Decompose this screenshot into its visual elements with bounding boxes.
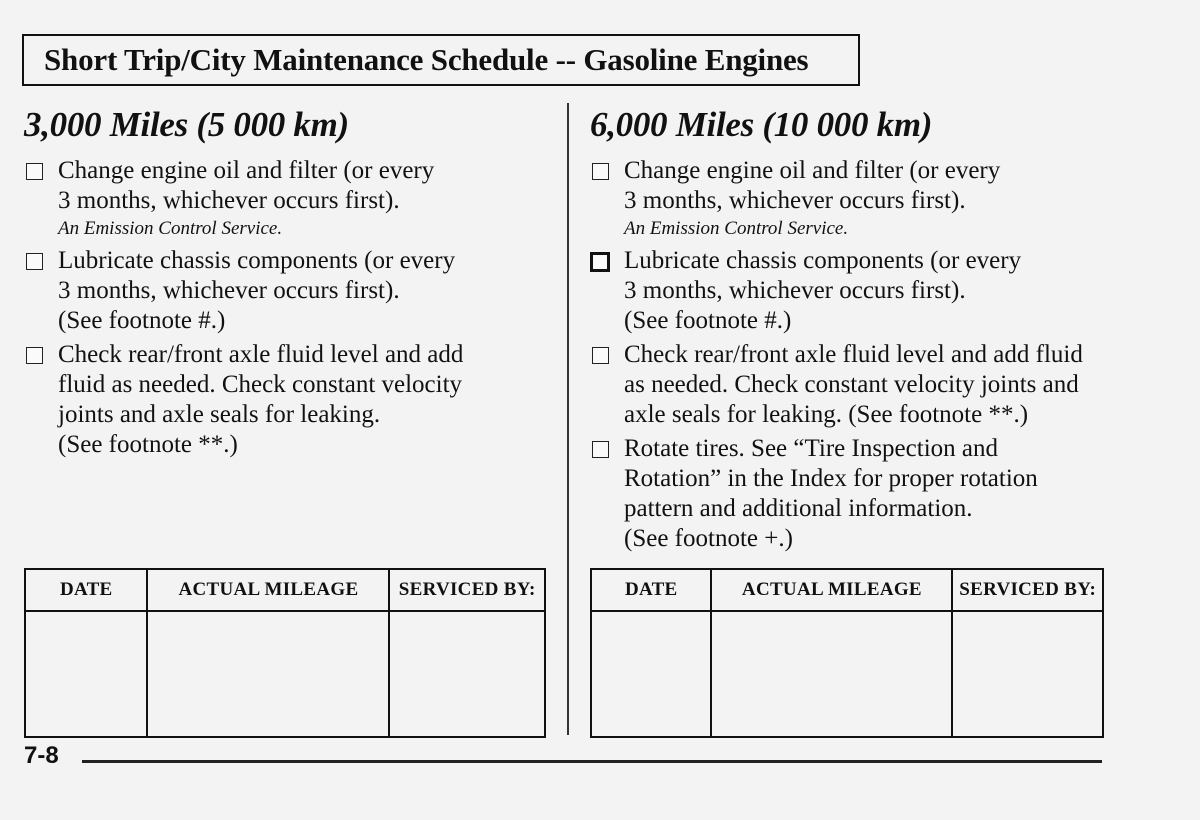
date-cell[interactable]	[591, 611, 711, 737]
task-text: joints and axle seals for leaking.	[58, 401, 381, 428]
task-text: (See footnote **.)	[58, 431, 238, 458]
service-log-table-6000	[590, 568, 1104, 738]
serviced-by-column-header: SERVICED BY:	[952, 569, 1103, 611]
task-checkbox[interactable]	[592, 163, 609, 180]
task-text: as needed. Check constant velocity joints and	[624, 371, 1079, 398]
task-text: Lubricate chassis components (or every	[624, 247, 1022, 274]
task-text: 3 months, whichever occurs first).	[624, 277, 966, 304]
date-column-header: DATE	[591, 569, 711, 611]
emission-service-note: An Emission Control Service.	[58, 218, 283, 239]
task-checkbox[interactable]	[592, 441, 609, 458]
task-checkbox[interactable]	[590, 252, 610, 272]
serviced-by-column-header: SERVICED BY:	[389, 569, 545, 611]
task-lubricate-chassis	[24, 246, 554, 336]
table-header-row	[591, 569, 1103, 611]
table-row	[591, 611, 1103, 737]
task-text: pattern and additional information.	[624, 495, 973, 522]
task-checkbox[interactable]	[26, 347, 43, 364]
page-title: Short Trip/City Maintenance Schedule -- Gasoline Engines	[22, 34, 860, 86]
mileage-cell[interactable]	[147, 611, 389, 737]
task-checkbox[interactable]	[26, 163, 43, 180]
task-text: axle seals for leaking. (See footnote **.)	[624, 401, 1029, 428]
task-checkbox[interactable]	[26, 253, 43, 270]
task-check-axle-fluid	[590, 340, 1110, 430]
table-header-row	[25, 569, 545, 611]
interval-heading: 6,000 Miles (10 000 km)	[590, 105, 933, 144]
task-text: Rotate tires. See “Tire Inspection and	[624, 435, 998, 462]
task-text: 3 months, whichever occurs first).	[58, 187, 400, 214]
service-log-table-3000	[24, 568, 546, 738]
mileage-cell[interactable]	[711, 611, 952, 737]
interval-6000-section	[590, 100, 1110, 554]
task-text: Rotation” in the Index for proper rotation	[624, 465, 1038, 492]
task-text: 3 months, whichever occurs first).	[624, 187, 966, 214]
interval-heading: 3,000 Miles (5 000 km)	[24, 105, 349, 144]
date-column-header: DATE	[25, 569, 147, 611]
task-change-oil	[24, 156, 554, 242]
task-text: Change engine oil and filter (or every	[624, 157, 1001, 184]
task-change-oil	[590, 156, 1110, 242]
page-number: 7-8	[24, 742, 59, 769]
serviced-by-cell[interactable]	[389, 611, 545, 737]
task-text: Lubricate chassis components (or every	[58, 247, 456, 274]
interval-3000-section	[24, 100, 554, 460]
task-text: Check rear/front axle fluid level and add fluid	[624, 341, 1083, 368]
task-text: 3 months, whichever occurs first).	[58, 277, 400, 304]
task-text: (See footnote #.)	[58, 307, 226, 334]
table-row	[25, 611, 545, 737]
task-text: (See footnote #.)	[624, 307, 792, 334]
task-text: fluid as needed. Check constant velocity	[58, 371, 463, 398]
mileage-column-header: ACTUAL MILEAGE	[147, 569, 389, 611]
task-text: (See footnote +.)	[624, 525, 793, 552]
date-cell[interactable]	[25, 611, 147, 737]
serviced-by-cell[interactable]	[952, 611, 1103, 737]
task-text: Change engine oil and filter (or every	[58, 157, 435, 184]
task-checkbox[interactable]	[592, 347, 609, 364]
column-divider	[567, 103, 569, 735]
task-rotate-tires	[590, 434, 1110, 554]
footer-rule	[82, 760, 1102, 763]
emission-service-note: An Emission Control Service.	[624, 218, 849, 239]
mileage-column-header: ACTUAL MILEAGE	[711, 569, 952, 611]
task-check-axle-fluid	[24, 340, 554, 460]
task-text: Check rear/front axle fluid level and add	[58, 341, 464, 368]
task-lubricate-chassis	[590, 246, 1110, 336]
